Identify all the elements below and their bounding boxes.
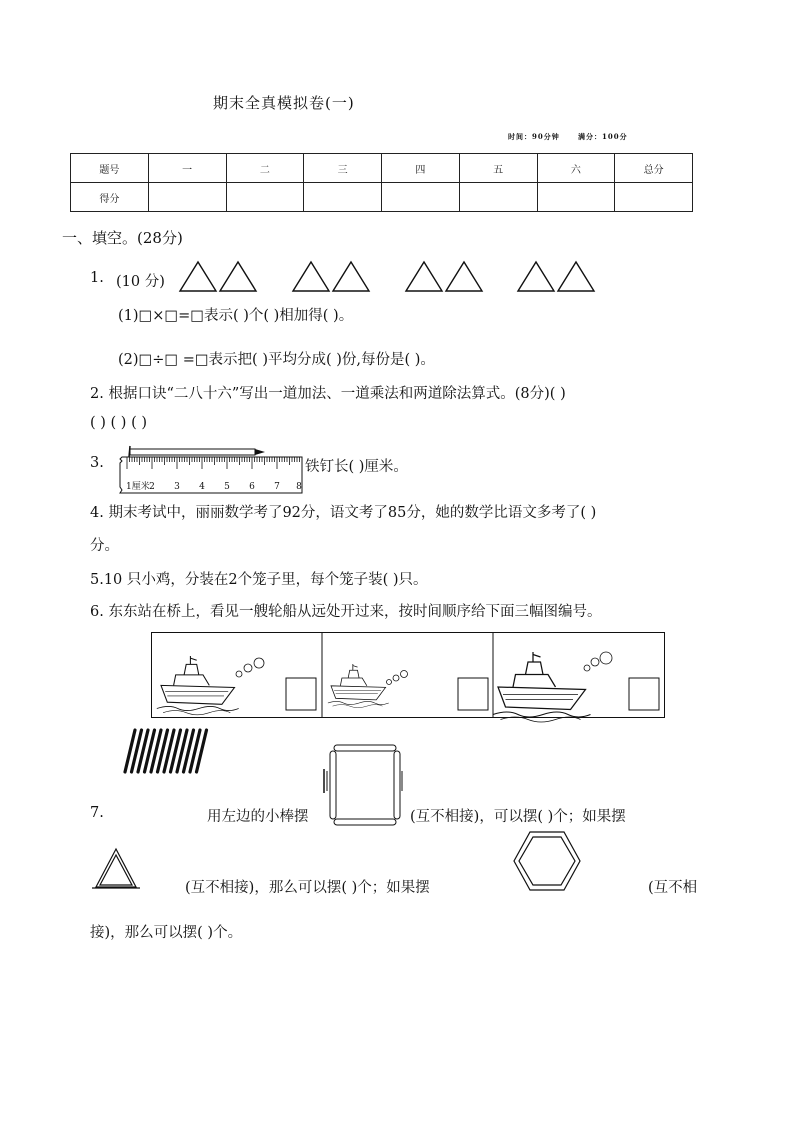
triangle-icon — [446, 262, 482, 291]
score-input-cell[interactable] — [382, 183, 460, 212]
triangle-icon — [518, 262, 554, 291]
score-table-cell: 六 — [537, 154, 615, 183]
ruler-tick-label: 7 — [274, 482, 280, 492]
triangle-icon — [333, 262, 369, 291]
sticks-bundle-icon — [117, 726, 211, 776]
score-table-cell: 一 — [148, 154, 226, 183]
q5-text: 5.10 只小鸡，分装在2个笼子里，每个笼子装( )只。 — [90, 572, 428, 588]
q6-text: 6. 东东站在桥上，看见一艘轮船从远处开过来，按时间顺序给下面三幅图编号。 — [90, 604, 602, 620]
triangle-icon — [220, 262, 256, 291]
ship-panels — [151, 632, 665, 718]
page-title: 期末全真模拟卷(一) — [213, 94, 355, 112]
triangle-of-sticks-icon — [92, 845, 142, 891]
square-of-sticks-icon — [324, 741, 404, 829]
q7-part4: (互不相 — [648, 880, 698, 896]
ruler-unit-label: 1厘米 — [126, 482, 150, 492]
ruler-with-nail — [116, 443, 310, 495]
triangles-figure — [180, 260, 595, 294]
score-table-cell: 五 — [459, 154, 537, 183]
q1-points: (10 分) — [116, 274, 165, 290]
ruler-tick-label: 3 — [174, 482, 180, 492]
score-input-cell[interactable] — [226, 183, 304, 212]
q2-line1: 2. 根据口诀“二八十六”写出一道加法、一道乘法和两道除法算式。(8分)( ) — [90, 386, 566, 402]
score-table-score-row — [71, 183, 693, 212]
score-input-cell[interactable] — [148, 183, 226, 212]
answer-box[interactable] — [458, 678, 488, 710]
q7-number: 7. — [90, 805, 104, 821]
q1-sub2: (2)□÷□ =□表示把( )平均分成( )份,每份是( )。 — [118, 352, 435, 368]
q7-part5: 接)，那么可以摆( )个。 — [90, 925, 243, 941]
score-input-cell[interactable] — [615, 183, 693, 212]
q7-part3: (互不相接)，那么可以摆( )个；如果摆 — [185, 880, 430, 896]
score-table-cell: 二 — [226, 154, 304, 183]
ruler-tick-label: 8 — [296, 482, 302, 492]
score-input-cell[interactable] — [537, 183, 615, 212]
score-table-cell: 四 — [382, 154, 460, 183]
q4-line1: 4. 期末考试中，丽丽数学考了92分，语文考了85分，她的数学比语文多考了( ) — [90, 505, 597, 521]
q3-number: 3. — [90, 455, 104, 471]
score-table — [70, 153, 693, 212]
section-heading: 一、填空。(28分) — [62, 229, 183, 247]
triangle-icon — [558, 262, 594, 291]
score-table-cell: 三 — [304, 154, 382, 183]
triangle-icon — [406, 262, 442, 291]
triangle-icon — [293, 262, 329, 291]
answer-box[interactable] — [629, 678, 659, 710]
answer-box[interactable] — [286, 678, 316, 710]
score-table-cell: 总分 — [615, 154, 693, 183]
q1-number: 1. — [90, 270, 104, 286]
ruler-tick-label: 2 — [149, 482, 155, 492]
exam-full-score: 满分：100分 — [578, 132, 628, 141]
q2-line2: ( ) ( ) ( ) — [90, 415, 147, 431]
ruler-tick-label: 6 — [249, 482, 255, 492]
ruler-tick-label: 4 — [199, 482, 205, 492]
q4-line2: 分。 — [90, 538, 119, 554]
q1-sub1: (1)□×□=□表示( )个( )相加得( )。 — [118, 308, 354, 324]
hexagon-of-sticks-icon — [512, 830, 582, 892]
score-table-cell: 得分 — [71, 183, 149, 212]
exam-time: 时间：90分钟 — [508, 132, 560, 141]
q3-text: 铁钉长( )厘米。 — [305, 459, 408, 475]
score-input-cell[interactable] — [304, 183, 382, 212]
ruler-tick-label: 5 — [224, 482, 230, 492]
score-input-cell[interactable] — [459, 183, 537, 212]
q7-part1: 用左边的小棒摆 — [207, 809, 309, 825]
triangle-icon — [180, 262, 216, 291]
q7-part2: (互不相接)，可以摆( )个；如果摆 — [410, 809, 626, 825]
score-table-header-row — [71, 154, 693, 183]
score-table-cell: 题号 — [71, 154, 149, 183]
nail-icon — [129, 446, 265, 457]
